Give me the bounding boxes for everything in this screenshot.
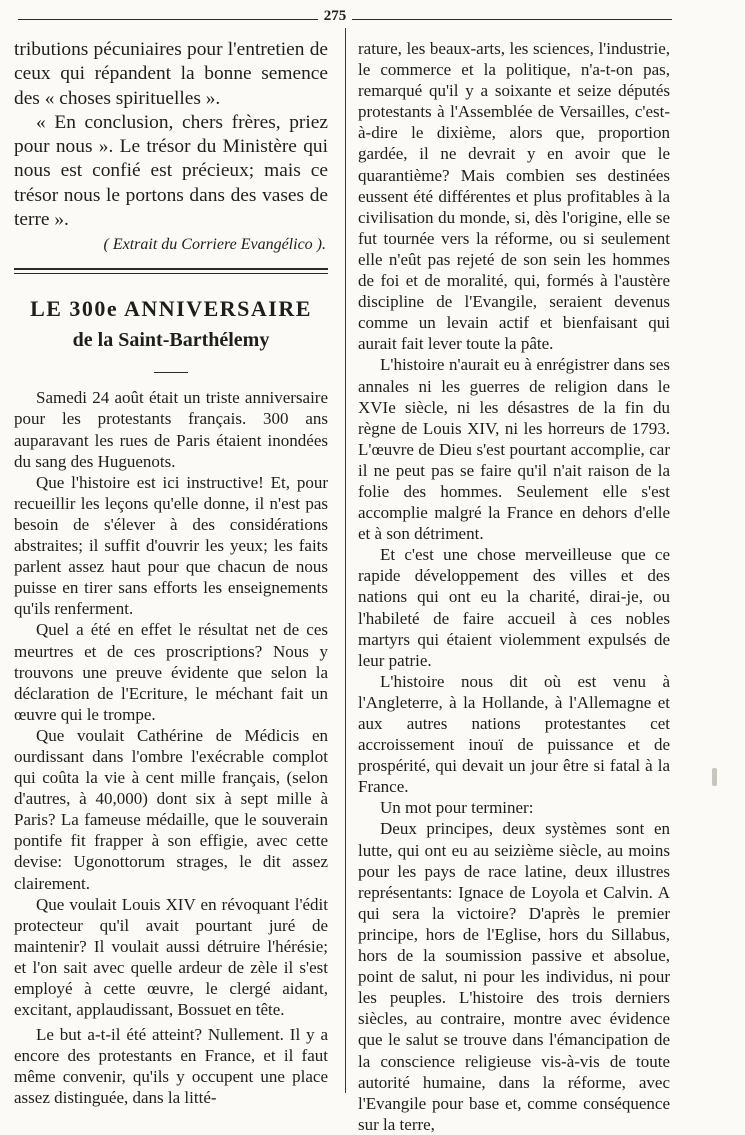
- article-paragraph: Quel a été en effet le résultat net de ces meurtres et de ces proscriptions? Nous y trouvons une preuve évidente que selon la déclaration de l'Ecriture, le méchant fait un œuvre qui le trompe.: [14, 620, 328, 724]
- header-rule-left: [18, 19, 318, 20]
- title-short-rule: [154, 372, 188, 373]
- article-paragraph: Que voulait Louis XIV en révoquant l'édit protecteur qu'il avait pourtant juré de maintenir? Il voulait aussi détruire l'hérésie; et l'on sait avec quelle ardeur de zèle il s'est employé à cette œuvre, le clergé aidant, excitant, applaudissant, Bossuet en tête.: [14, 894, 328, 1020]
- paper-mark: [712, 768, 717, 786]
- article-paragraph: Et c'est une chose merveilleuse que ce rapide développement des villes et des nations qui ont eu la charité, dirai-je, ou l'habileté de faire accueil à ces nobles martyrs qui étaient violemment expulsés de leur patrie.: [358, 545, 670, 670]
- article-paragraph: rature, les beaux-arts, les sciences, l'industrie, le commerce et la politique, n'a-t-on pas, remarqué qu'il y a soixante et seize députés protestants à l'Assemblée de Versailles, c'est-à-dire le dixième, alors que, proportion gardée, il ne devrait y en avoir que le quarantième? Mais combien ses destinées eussent été différentes et plus profitables à la civilisation du monde, si, dès l'origine, elle se fut tournée vers la réforme, ou si seulement elle n'eût pas rejeté de son sein les hommes de foi et de moralité, qui, formés à l'austère discipline de l'Evangile, seraient devenus comme un levain actif et bienfaisant qui aurait fait lever toute la pâte.: [358, 39, 670, 354]
- citation: ( Extrait du Corriere Evangélico ).: [103, 236, 326, 254]
- section-divider-thin: [14, 273, 328, 274]
- page-number: 275: [323, 8, 347, 24]
- article-subtitle: de la Saint-Barthélemy: [72, 329, 270, 352]
- right-column: [358, 38, 670, 1135]
- column-divider: [345, 28, 346, 1093]
- intro-paragraph: tributions pécuniaires pour l'entretien de ceux qui répandent la bonne semence des « choses spirituelles ».: [14, 39, 328, 109]
- article-paragraph: Que l'histoire est ici instructive! Et, pour recueillir les leçons qu'elle donne, il n'est pas besoin de s'élever à des considérations abstraites; il suffit d'ouvrir les yeux; les faits parlent assez haut pour que chacun de nous puisse en tirer sans efforts les enseignements qu'ils renferment.: [14, 472, 328, 619]
- article-paragraph: Un mot pour terminer:: [380, 798, 534, 818]
- article-paragraph: L'histoire nous dit où est venu à l'Angleterre, à la Hollande, à l'Allemagne et aux autres nations protestantes cet accroissement inouï de puissance et de prospérité, qui devait un jour être si fatal à la France.: [358, 671, 670, 797]
- article-paragraph: L'histoire n'aurait eu à enrégistrer dans ses annales ni les guerres de religion dans le XVIe siècle, ni les désastres de la fin du règne de Louis XIV, ni les horreurs de 1793. L'œuvre de Dieu s'est pourtant accomplie, car il ne peut pas se faire qu'il n'ait raison de la folie des hommes. Seulement elle s'est accomplie malgré la France en dehors d'elle et à son détriment.: [358, 355, 670, 544]
- left-column: [14, 38, 328, 1109]
- article-title: LE 300e ANNIVERSAIRE: [30, 296, 312, 322]
- section-divider: [14, 268, 328, 270]
- article-paragraph: Que voulait Cathérine de Médicis en ourdissant dans l'ombre l'exécrable complot qui coûta la vie à cent mille français, (selon d'autres, à 40,000) dont six à sept mille à Paris? La fameuse médaille, que le souverain pontife fit frapper à son effigie, avec cette devise: Ugonottorum strages, le dit assez clairement.: [14, 725, 328, 893]
- header-rule-right: [352, 19, 672, 20]
- intro-paragraph: « En conclusion, chers frères, priez pour nous ». Le trésor du Ministère qui nous est confié est précieux; mais ce trésor nous le portons dans des vases de terre ».: [14, 111, 328, 231]
- article-paragraph: Le but a-t-il été atteint? Nullement. Il y a encore des protestants en France, et il faut même convenir, qu'ils y occupent une place assez distinguée, dans la litté-: [14, 1025, 328, 1108]
- article-paragraph: Samedi 24 août était un triste anniversaire pour les protestants français. 300 ans auparavant les rues de Paris étaient inondées du sang des Huguenots.: [14, 388, 328, 471]
- article-paragraph: Deux principes, deux systèmes sont en lutte, qui ont eu au seizième siècle, au moins pour les pays de race latine, deux illustres représentants: Ignace de Loyola et Calvin. A qui sera la victoire? D'après le premier principe, hors de l'Eglise, hors du Sillabus, hors de la soumission passive et absolue, point de salut, ni pour les individus, ni pour les peuples. L'histoire des trois derniers siècles, au contraire, montre avec évidence que le salut se trouve dans l'émancipation de la conscience religieuse vis-à-vis de toute autorité humaine, dans la réforme, avec l'Evangile pour base et, comme conséquence sur la terre,: [358, 819, 670, 1134]
